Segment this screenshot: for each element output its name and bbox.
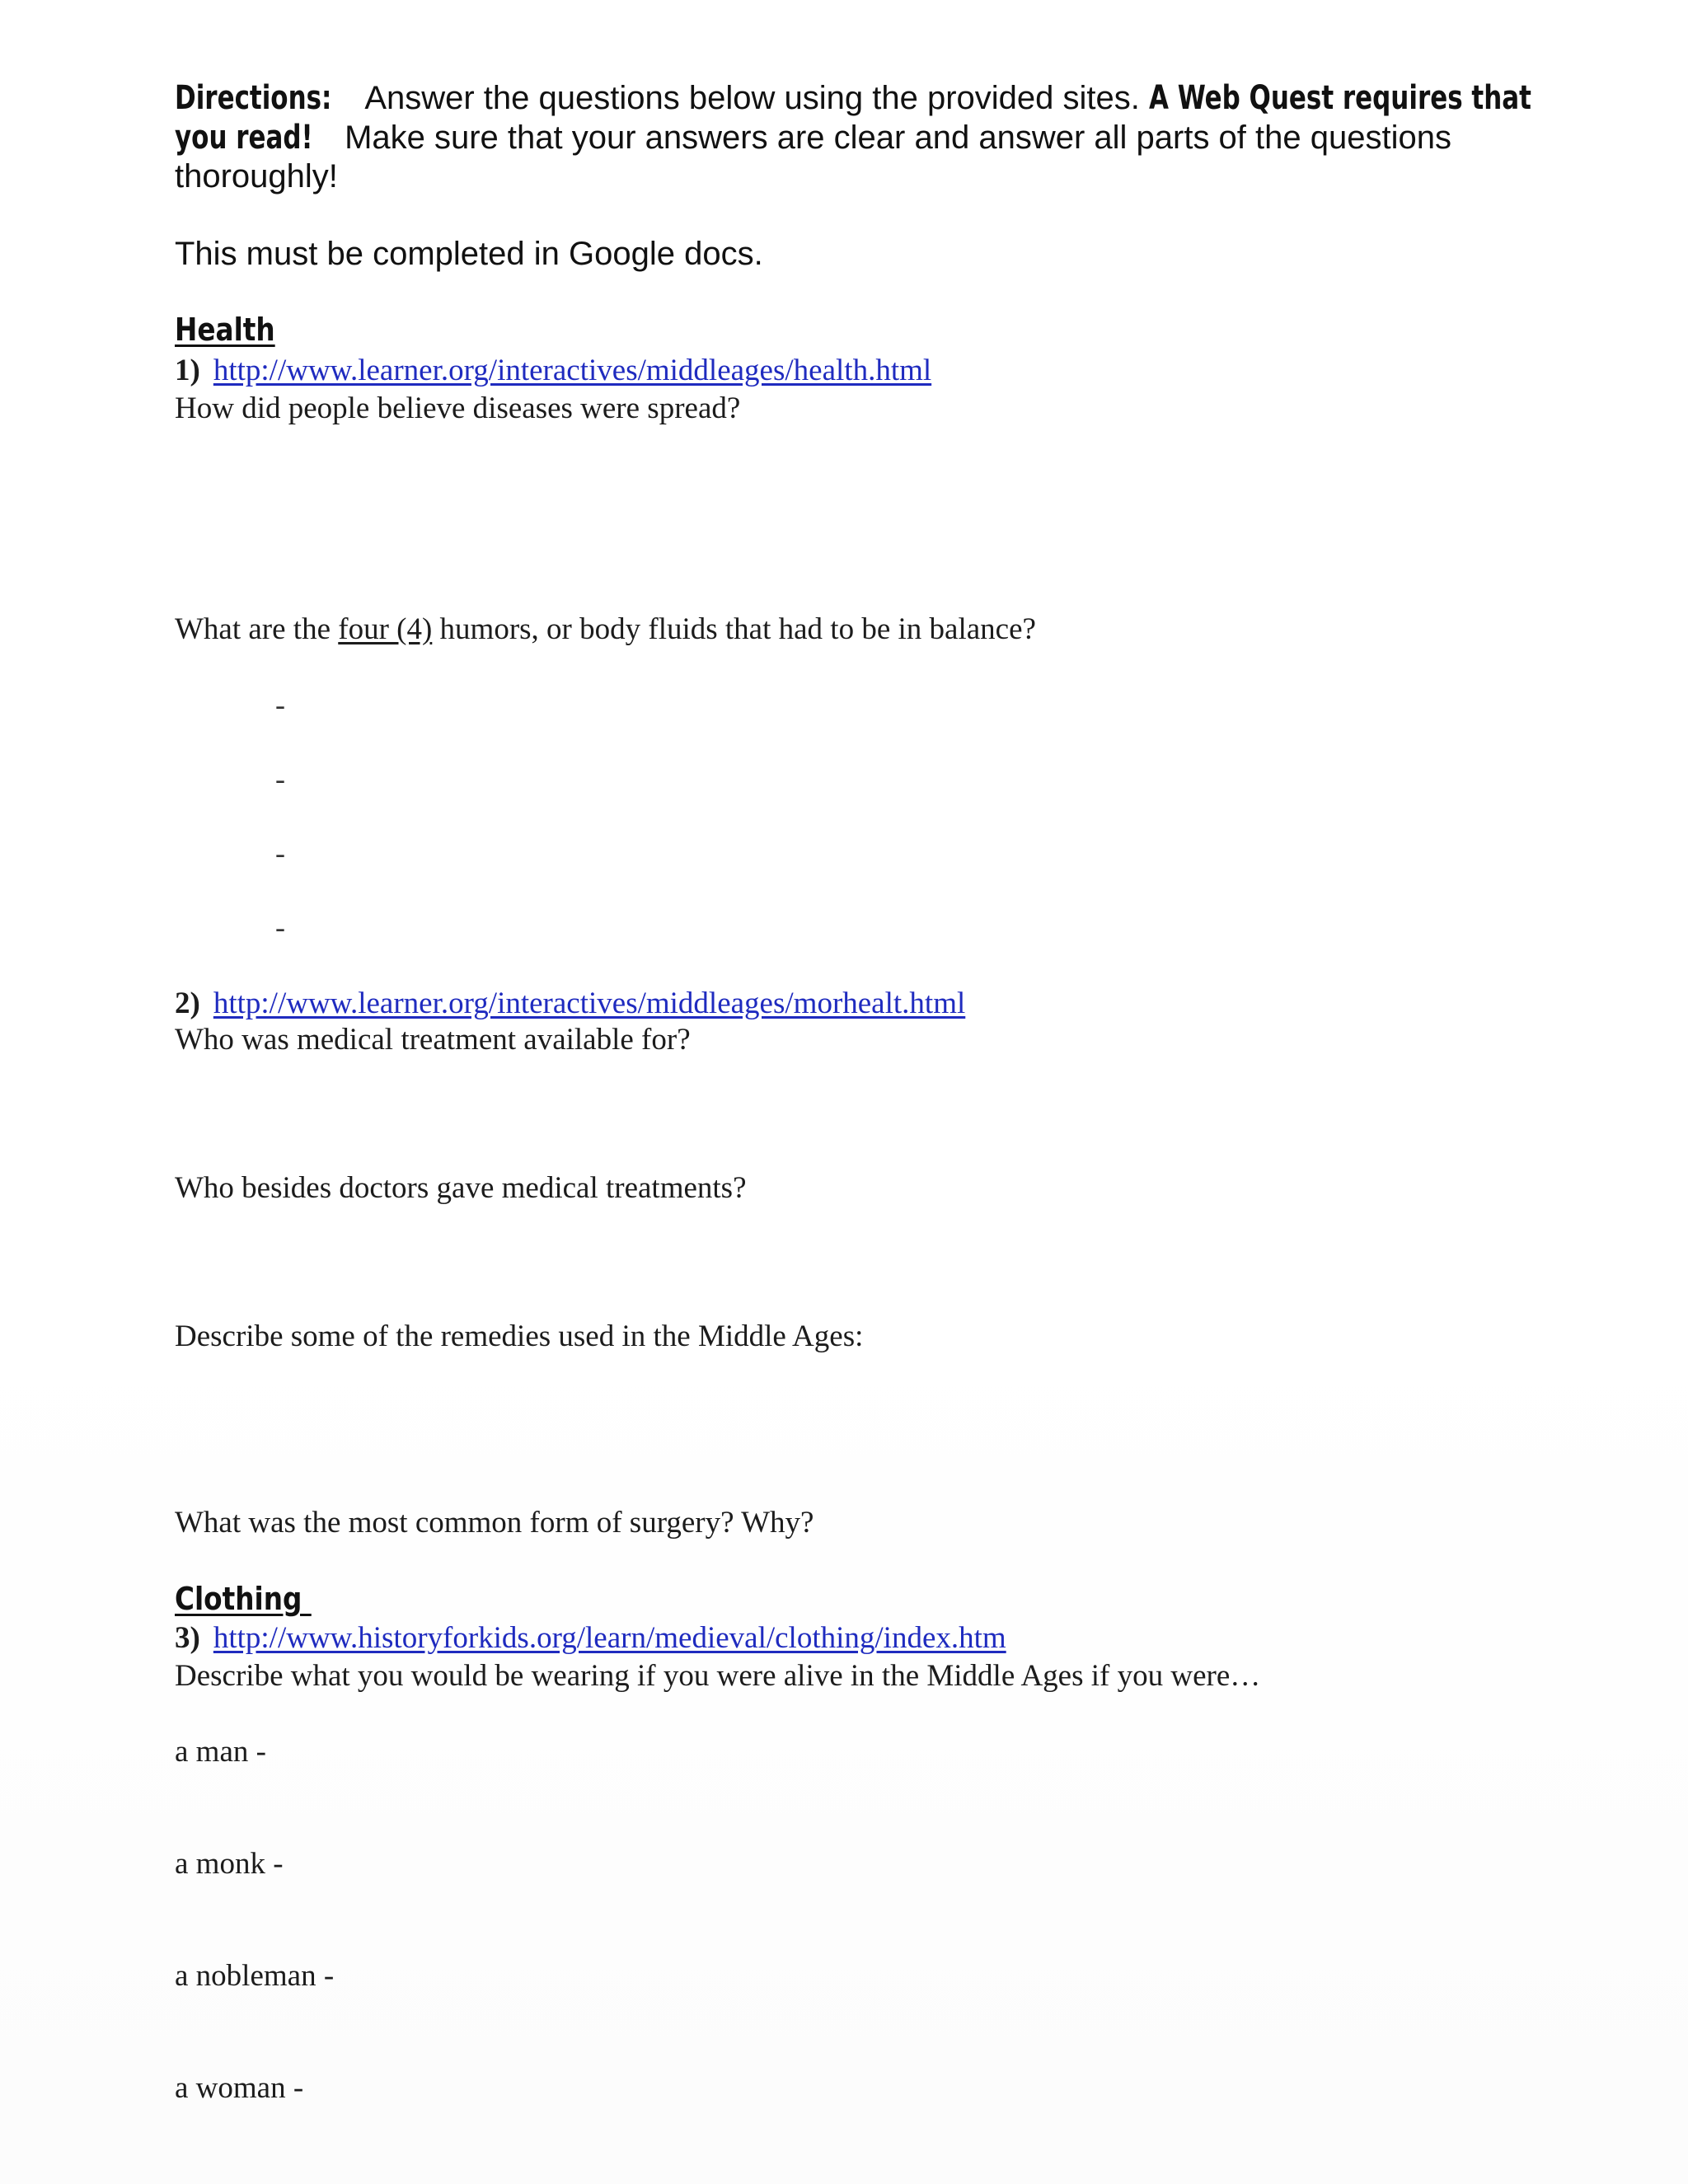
directions-line-3: thoroughly! — [175, 158, 338, 194]
directions-text-1: Answer the questions below using the provided sites. — [357, 80, 1149, 116]
clothing-heading: Clothing — [175, 1581, 312, 1617]
question-3-link[interactable]: http://www.historyforkids.org/learn/medieval/clothing/index.htm — [213, 1621, 1006, 1655]
clothing-item-nobleman: a nobleman - — [175, 1959, 335, 1993]
question-3-prompt: Describe what you would be wearing if you were alive in the Middle Ages if you were… — [175, 1659, 1261, 1693]
humor-bullet-1: - — [275, 688, 285, 721]
question-1-number: 1) — [175, 354, 200, 387]
directions-label: Directions: — [175, 79, 332, 117]
directions-bold-2: you read! — [175, 119, 313, 157]
humor-bullet-4: - — [275, 911, 285, 944]
question-3-link-line — [175, 1620, 1006, 1656]
question-1a-text: How did people believe diseases were spread? — [175, 391, 741, 425]
humor-bullet-2: - — [275, 762, 285, 795]
question-2-link-line — [175, 986, 965, 1021]
directions-bold-1: A Web Quest requires that — [1148, 79, 1531, 117]
question-1b-text — [175, 612, 1036, 647]
question-1b-underlined: four (4) — [338, 612, 433, 646]
question-3-number: 3) — [175, 1621, 200, 1655]
question-1-link[interactable]: http://www.learner.org/interactives/middleages/health.html — [213, 354, 932, 387]
question-2a-text: Who was medical treatment available for? — [175, 1023, 691, 1057]
directions-text-2: Make sure that your answers are clear and answer all parts of the questions — [335, 120, 1451, 156]
question-2-link[interactable]: http://www.learner.org/interactives/middleages/morhealt.html — [213, 987, 966, 1020]
question-1b-pre: What are the — [175, 612, 339, 646]
question-2c-text: Describe some of the remedies used in the Middle Ages: — [175, 1319, 864, 1353]
question-1b-post: humors, or body fluids that had to be in balance? — [432, 612, 1036, 646]
question-2d-text: What was the most common form of surgery? Why? — [175, 1506, 814, 1540]
google-docs-note: This must be completed in Google docs. — [175, 236, 763, 272]
directions-line-1 — [175, 79, 1593, 117]
question-1-link-line — [175, 353, 931, 388]
humor-bullet-3: - — [275, 837, 285, 869]
clothing-item-monk: a monk - — [175, 1847, 284, 1881]
question-2-number: 2) — [175, 987, 200, 1020]
clothing-item-man: a man - — [175, 1735, 266, 1769]
clothing-item-woman: a woman - — [175, 2071, 304, 2105]
directions-line-2 — [175, 119, 1451, 157]
health-heading: Health — [175, 312, 275, 348]
question-2b-text: Who besides doctors gave medical treatments? — [175, 1171, 747, 1205]
